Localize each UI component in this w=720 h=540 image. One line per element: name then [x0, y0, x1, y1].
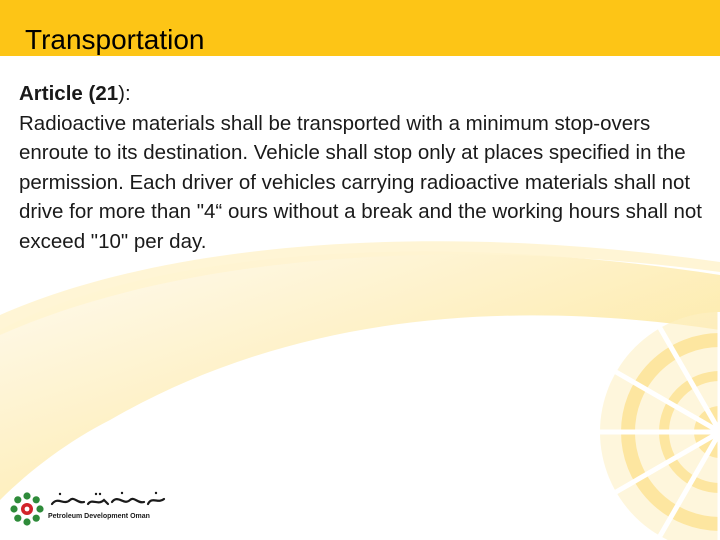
arabic-logo-text [48, 490, 168, 510]
slide-title: Transportation [25, 24, 205, 55]
company-logo [10, 488, 170, 528]
sun-wheel-motif [600, 312, 720, 540]
article-label-suffix: ): [118, 82, 131, 105]
article-heading [19, 79, 703, 109]
article-label: Article (21 [19, 82, 119, 105]
slide-content [19, 79, 703, 257]
pdo-emblem-icon [10, 488, 46, 528]
company-name: Petroleum Development Oman [48, 513, 150, 520]
article-body: Radioactive materials shall be transported with a minimum stop-overs enroute to its destination. Vehicle shall stop only at places specified in the permission. Each driver of vehicles carrying radioactive materials shall not drive for more than "4“ ours without a break and the working hours shall not exceed "10" per day. [19, 111, 702, 253]
